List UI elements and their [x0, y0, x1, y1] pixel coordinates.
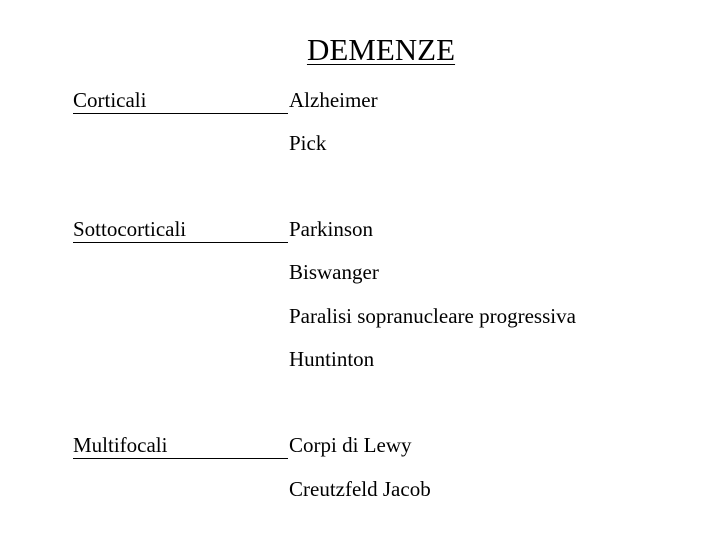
list-item-corpi-di-lewy: Corpi di Lewy: [289, 433, 412, 457]
list-item-alzheimer: Alzheimer: [289, 88, 378, 112]
category-corticali: Corticali: [73, 87, 288, 114]
list-item-huntinton: Huntinton: [289, 347, 375, 371]
list-item-pick: Pick: [289, 131, 327, 155]
list-item-creutzfeld-jacob: Creutzfeld Jacob: [289, 477, 431, 501]
list-item-biswanger: Biswanger: [289, 260, 379, 284]
list-item-parkinson: Parkinson: [289, 217, 373, 241]
list-item-paralisi: Paralisi sopranucleare progressiva: [289, 304, 576, 328]
category-sottocorticali: Sottocorticali: [73, 216, 288, 243]
page-title: DEMENZE: [306, 32, 456, 67]
category-multifocali: Multifocali: [73, 432, 288, 459]
